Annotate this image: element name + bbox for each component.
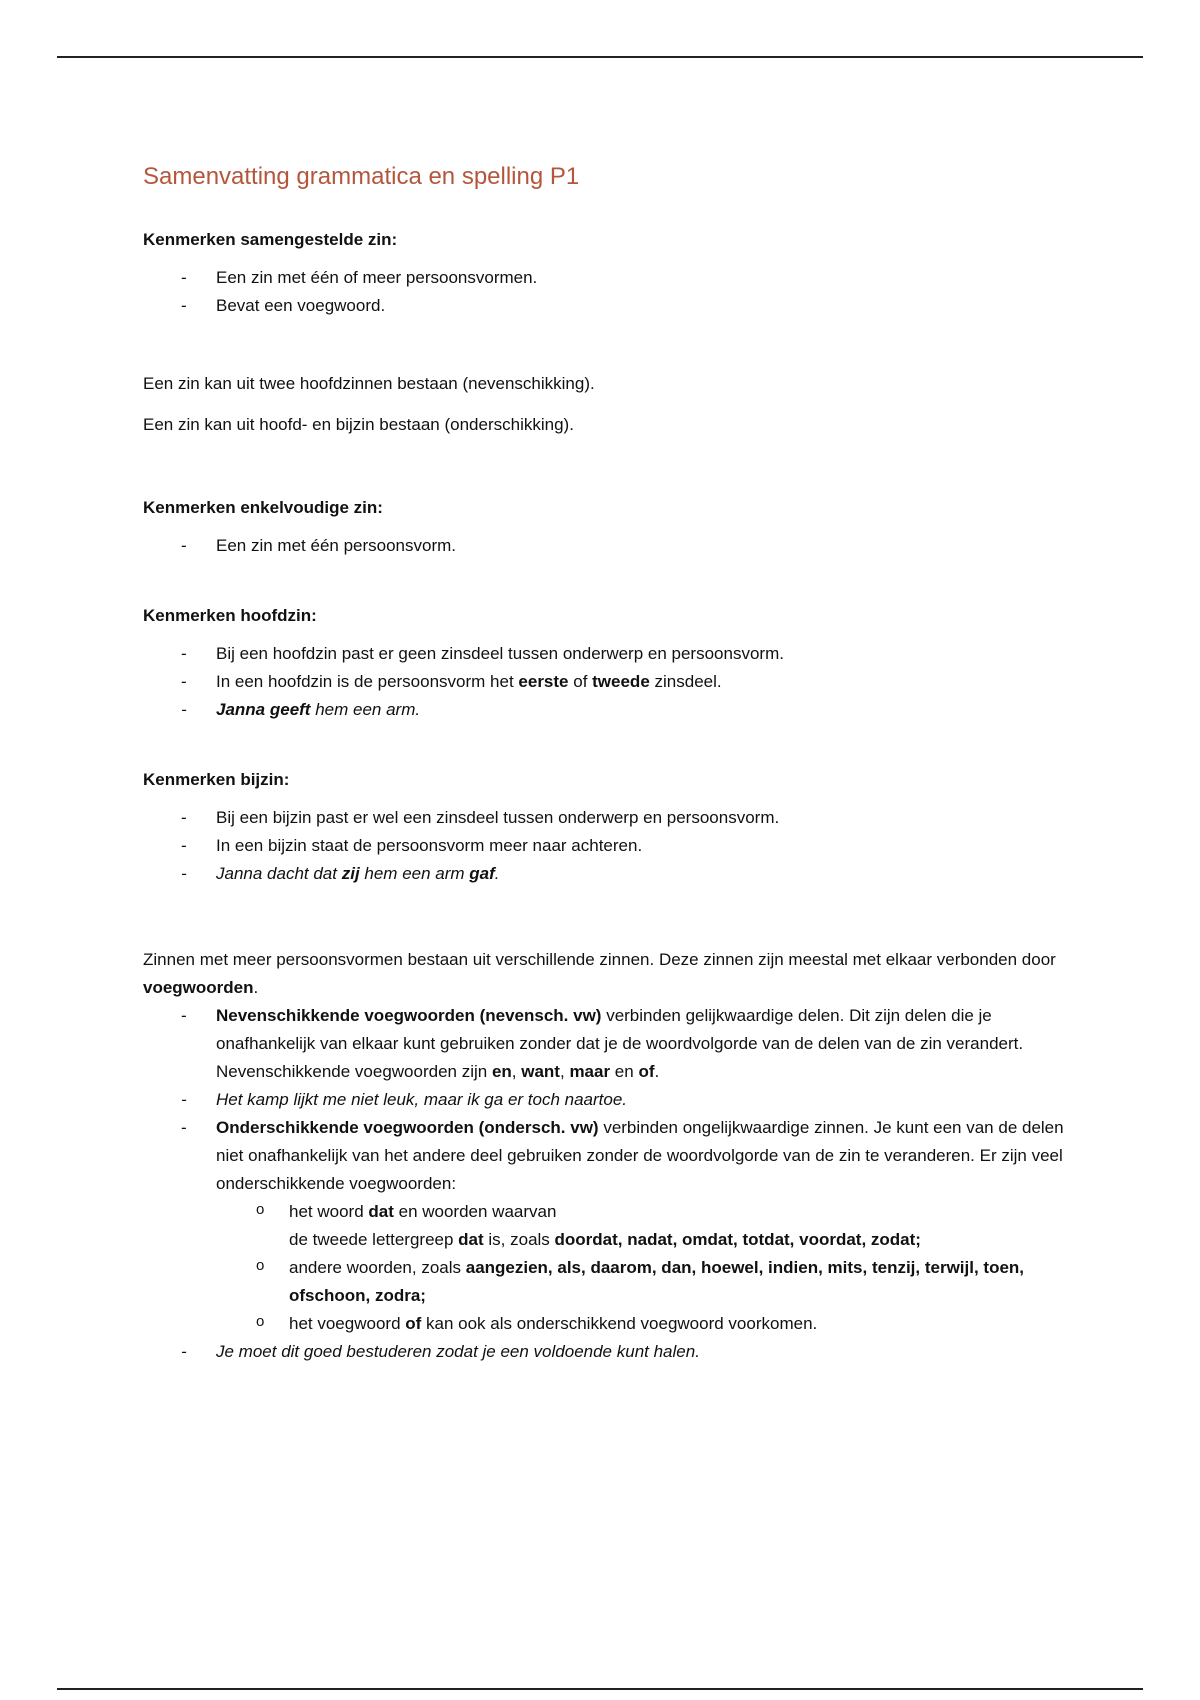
heading-enkelvoudige-zin: Kenmerken enkelvoudige zin: xyxy=(143,498,383,517)
list-voegwoorden xyxy=(143,1002,1073,1366)
bold-term: eerste xyxy=(518,672,569,691)
list-item: - Een zin met één of meer persoonsvormen. xyxy=(143,264,1073,292)
sublist-item xyxy=(216,1254,1073,1310)
bold-term: Nevenschikkende voegwoorden (nevensch. vw) xyxy=(216,1006,602,1025)
list-item: - Een zin met één persoonsvorm. xyxy=(143,532,1073,560)
text-run: of xyxy=(568,672,593,691)
heading-samengestelde-zin: Kenmerken samengestelde zin: xyxy=(143,230,398,249)
text-run: In een hoofdzin is de persoonsvorm het xyxy=(216,672,519,691)
sublist-onderschikkend xyxy=(216,1198,1073,1338)
text-run: Janna dacht dat xyxy=(216,864,342,883)
bold-term: doordat, nadat, omdat, totdat, voordat, zodat; xyxy=(554,1230,921,1249)
header-rule xyxy=(57,56,1143,58)
text-run: de tweede lettergreep xyxy=(289,1230,459,1249)
list-samengestelde-zin xyxy=(143,264,1073,320)
footer-rule xyxy=(57,1688,1143,1690)
document-page xyxy=(143,150,1073,1366)
sublist-item xyxy=(216,1198,1073,1254)
sublist-item xyxy=(216,1310,1073,1338)
paragraph-voegwoorden-intro xyxy=(143,946,1073,1002)
paragraph-onderschikking: Een zin kan uit hoofd- en bijzin bestaan (onderschikking). xyxy=(143,415,574,434)
text-run: hem een arm. xyxy=(310,700,421,719)
text-run: en woorden waarvan xyxy=(393,1202,557,1221)
text-run: , xyxy=(559,1062,570,1081)
text-run: verbinden gelijkwaardige delen. Dit zijn delen die je onafhankelijk van elkaar kunt gebruiken zonder dat je de woordvolgorde van de delen van de zin verandert. Nevenschikkende voegwoorden zijn xyxy=(216,1006,1024,1081)
list-item-onderschikkend xyxy=(143,1114,1073,1338)
page-title: Samenvatting grammatica en spelling P1 xyxy=(143,163,580,190)
list-bijzin xyxy=(143,804,1073,888)
example-onderschikkend: - Je moet dit goed bestuderen zodat je een voldoende kunt halen. xyxy=(143,1338,1073,1366)
text-run: . xyxy=(253,978,259,997)
bold-term: tweede xyxy=(592,672,650,691)
text-run: kan ook als onderschikkend voegwoord voorkomen. xyxy=(421,1314,818,1333)
bold-term: maar xyxy=(569,1062,611,1081)
bold-term: aangezien, als, daarom, dan, hoewel, indien, mits, tenzij, terwijl, toen, ofschoon, zodra; xyxy=(289,1258,1025,1305)
list-hoofdzin xyxy=(143,640,1073,724)
bold-term: en xyxy=(491,1062,512,1081)
text-run: is, zoals xyxy=(483,1230,555,1249)
text-run: verbinden ongelijkwaardige zinnen. Je kunt een van de delen niet onafhankelijk van het andere deel gebruiken zonder de woordvolgorde van de zin te veranderen. Er zijn veel onderschikkende voegwoorden: xyxy=(216,1118,1064,1193)
text-run: hem een arm xyxy=(359,864,470,883)
bold-term: Onderschikkende voegwoorden (ondersch. vw) xyxy=(216,1118,599,1137)
bold-term: gaf xyxy=(469,864,495,883)
list-item: - Bij een hoofdzin past er geen zinsdeel tussen onderwerp en persoonsvorm. xyxy=(143,640,1073,668)
list-item-nevenschikkend xyxy=(143,1002,1073,1086)
list-item xyxy=(143,668,1073,696)
example-hoofdzin xyxy=(143,696,1073,724)
text-run: . xyxy=(494,864,500,883)
example-nevenschikkend: - Het kamp lijkt me niet leuk, maar ik ga er toch naartoe. xyxy=(143,1086,1073,1114)
list-item: - Bevat een voegwoord. xyxy=(143,292,1073,320)
text-run: andere woorden, zoals xyxy=(289,1258,466,1277)
text-run: en xyxy=(610,1062,639,1081)
example-bijzin xyxy=(143,860,1073,888)
bold-term: of xyxy=(405,1314,422,1333)
text-run: Zinnen met meer persoonsvormen bestaan uit verschillende zinnen. Deze zinnen zijn meestal met elkaar verbonden door xyxy=(143,950,1056,969)
bold-term: voegwoorden xyxy=(143,978,254,997)
list-item: - In een bijzin staat de persoonsvorm meer naar achteren. xyxy=(143,832,1073,860)
bold-term: dat xyxy=(458,1230,484,1249)
bold-term: Janna geeft xyxy=(216,700,311,719)
bold-term: dat xyxy=(368,1202,394,1221)
text-run: , xyxy=(511,1062,522,1081)
paragraph-nevenschikking: Een zin kan uit twee hoofdzinnen bestaan (nevenschikking). xyxy=(143,374,595,393)
list-enkelvoudige-zin xyxy=(143,532,1073,560)
text-run: het voegwoord xyxy=(289,1314,406,1333)
text-run: zinsdeel. xyxy=(649,672,722,691)
list-item: - Bij een bijzin past er wel een zinsdeel tussen onderwerp en persoonsvorm. xyxy=(143,804,1073,832)
bold-term: want xyxy=(521,1062,560,1081)
text-run: . xyxy=(654,1062,660,1081)
heading-hoofdzin: Kenmerken hoofdzin: xyxy=(143,606,317,625)
bold-term: zij xyxy=(341,864,360,883)
heading-bijzin: Kenmerken bijzin: xyxy=(143,770,290,789)
text-run: het woord xyxy=(289,1202,369,1221)
bold-term: of xyxy=(638,1062,655,1081)
